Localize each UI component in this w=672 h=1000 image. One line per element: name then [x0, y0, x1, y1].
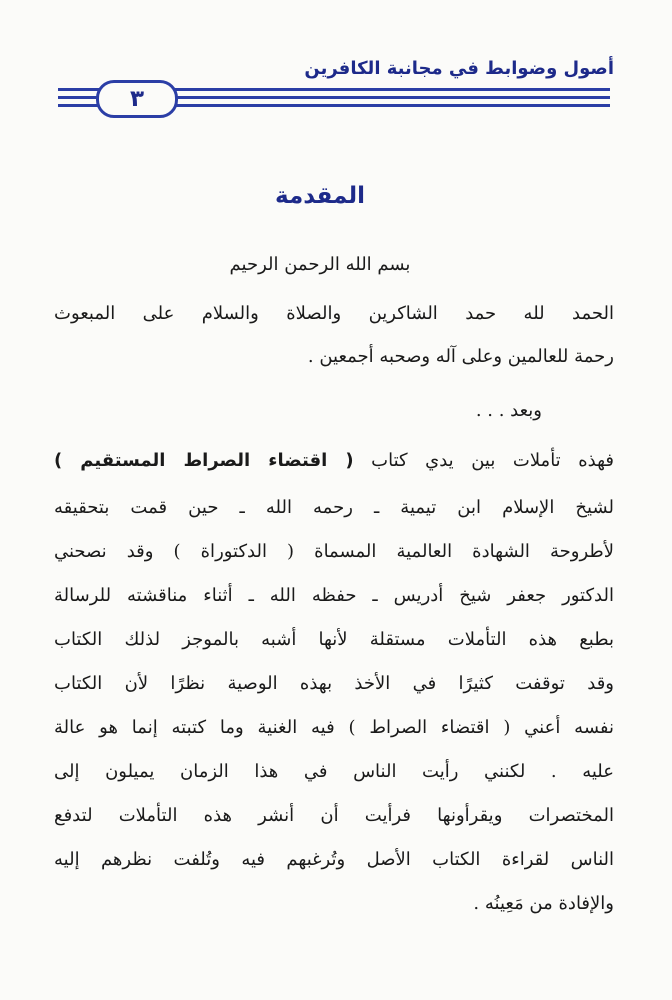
text-line: لأطروحة الشهادة العالمية المسماة ( الدكتوراة ) وقد نصحني: [54, 541, 614, 562]
wabaad-line: وبعد . . .: [475, 400, 542, 421]
text-line: نفسه أعني ( اقتضاء الصراط ) فيه الغنية وما كتبته إنما هو عالة: [54, 717, 614, 738]
section-title: المقدمة: [275, 183, 365, 209]
text-line: الدكتور جعفر شيخ أدريس ـ حفظه الله ـ أثناء مناقشته للرسالة: [54, 585, 614, 606]
text-line: المختصرات ويقرأونها فرأيت أن أنشر هذه التأملات لتدفع: [54, 805, 614, 826]
running-title: أصول وضوابط في مجانبة الكافرين: [304, 58, 614, 79]
text-line: لشيخ الإسلام ابن تيمية ـ رحمه الله ـ حين قمت بتحقيقه: [54, 497, 614, 518]
text-line: والإفادة من مَعِينُه .: [473, 893, 614, 914]
book-title: ( اقتضاء الصراط المستقيم ): [54, 450, 354, 471]
basmala: بسم الله الرحمن الرحيم: [229, 254, 411, 275]
text-line: عليه . لكنني رأيت الناس في هذا الزمان يميلون إلى: [54, 761, 614, 782]
text-line: الحمد لله حمد الشاكرين والصلاة والسلام على المبعوث: [54, 303, 614, 324]
text-line: الناس لقراءة الكتاب الأصل وتُرغبهم فيه وتُلفت نظرهم إليه: [54, 849, 614, 870]
text-line: رحمة للعالمين وعلى آله وصحبه أجمعين .: [307, 346, 614, 367]
page-number: ٣: [96, 80, 178, 118]
text-line: [54, 450, 614, 471]
text-segment: فهذه تأملات بين يدي كتاب: [371, 450, 615, 471]
text-line: بطبع هذه التأملات مستقلة لأنها أشبه بالموجز لذلك الكتاب: [54, 629, 614, 650]
text-line: وقد توقفت كثيرًا في الأخذ بهذه الوصية نظرًا لأن الكتاب: [54, 673, 614, 694]
